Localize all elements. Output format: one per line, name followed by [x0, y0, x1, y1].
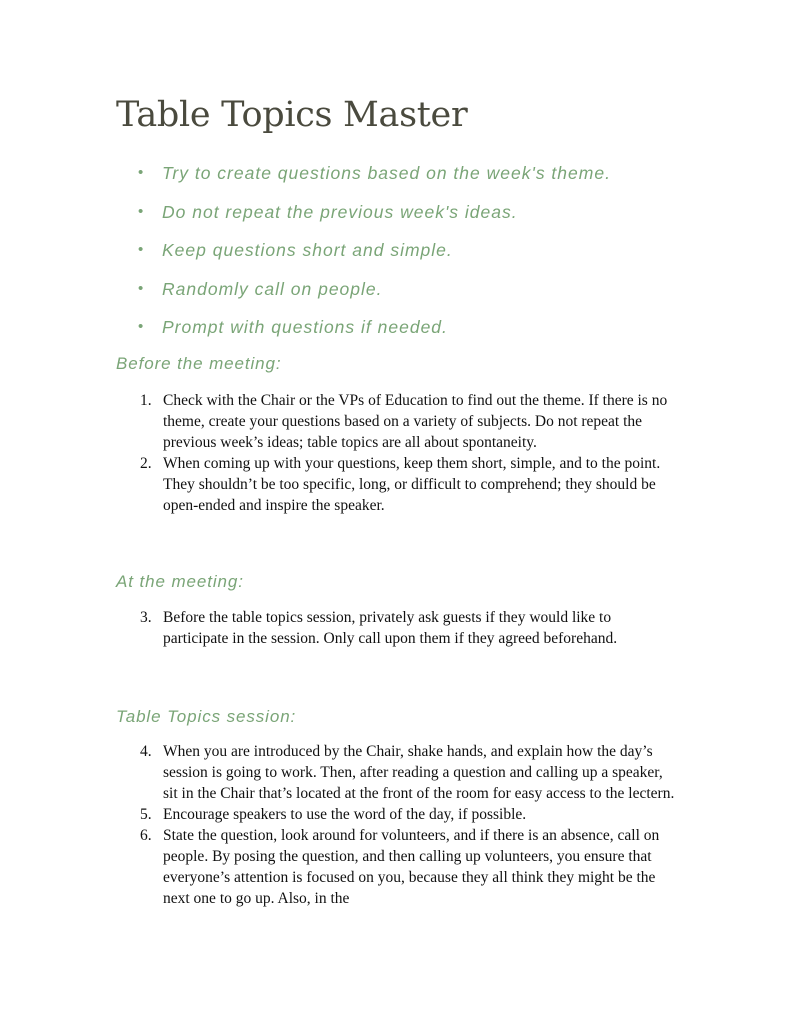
bullet-icon: • [138, 318, 144, 336]
step-number: 1. [140, 392, 152, 409]
step-number: 3. [140, 609, 152, 626]
bullet-icon: • [138, 279, 144, 297]
tip-item [116, 235, 736, 274]
step-item [116, 453, 676, 516]
tip-item [116, 274, 736, 313]
at-meeting-heading: At the meeting: [116, 572, 244, 591]
bullet-icon: • [138, 164, 144, 181]
page-title: Table Topics Master [116, 95, 468, 135]
step-item [116, 804, 676, 825]
tip-item [116, 158, 736, 197]
before-meeting-steps [116, 390, 676, 516]
bullet-icon: • [138, 241, 144, 259]
step-item [116, 825, 676, 909]
step-number: 4. [140, 743, 152, 760]
tip-text: Keep questions short and simple. [162, 240, 453, 261]
tip-text: Randomly call on people. [162, 278, 383, 299]
tip-item [116, 312, 736, 351]
step-text: When you are introduced by the Chair, shake hands, and explain how the day’s session is going to work. Then, after reading a question and calling up a speaker, sit in the Chair that’s located at the front of the room for easy access to the lectern. [163, 743, 675, 802]
tip-text: Do not repeat the previous week's ideas. [162, 201, 518, 222]
tip-item [116, 197, 736, 236]
table-topics-session-heading: Table Topics session: [116, 707, 297, 726]
before-meeting-heading: Before the meeting: [116, 354, 282, 373]
tip-text: Try to create questions based on the week's theme. [162, 163, 611, 183]
step-item [116, 390, 676, 453]
step-number: 6. [140, 827, 152, 844]
tips-list [116, 158, 736, 351]
step-item [116, 607, 676, 649]
bullet-icon: • [138, 202, 144, 220]
step-number: 5. [140, 806, 152, 823]
at-meeting-steps [116, 607, 676, 649]
step-text: Check with the Chair or the VPs of Education to find out the theme. If there is no theme, create your questions based on a variety of subjects. Do not repeat the previous week’s ideas; table topics are all about spontaneity. [163, 392, 668, 451]
step-text: Encourage speakers to use the word of the day, if possible. [163, 806, 527, 823]
table-topics-session-steps [116, 741, 676, 909]
step-text: State the question, look around for volunteers, and if there is an absence, call on people. By posing the question, and then calling up volunteers, you ensure that everyone’s attention is focused on you, because they all think they might be the next one to go up. Also, in the [163, 827, 660, 907]
tip-text: Prompt with questions if needed. [162, 317, 448, 338]
step-text: Before the table topics session, privately ask guests if they would like to participate in the session. Only call upon them if they agreed beforehand. [163, 609, 618, 647]
step-item [116, 741, 676, 804]
step-number: 2. [140, 455, 152, 472]
step-text: When coming up with your questions, keep them short, simple, and to the point. They shouldn’t be too specific, long, or difficult to comprehend; they should be open-ended and inspire the speaker. [163, 455, 661, 514]
